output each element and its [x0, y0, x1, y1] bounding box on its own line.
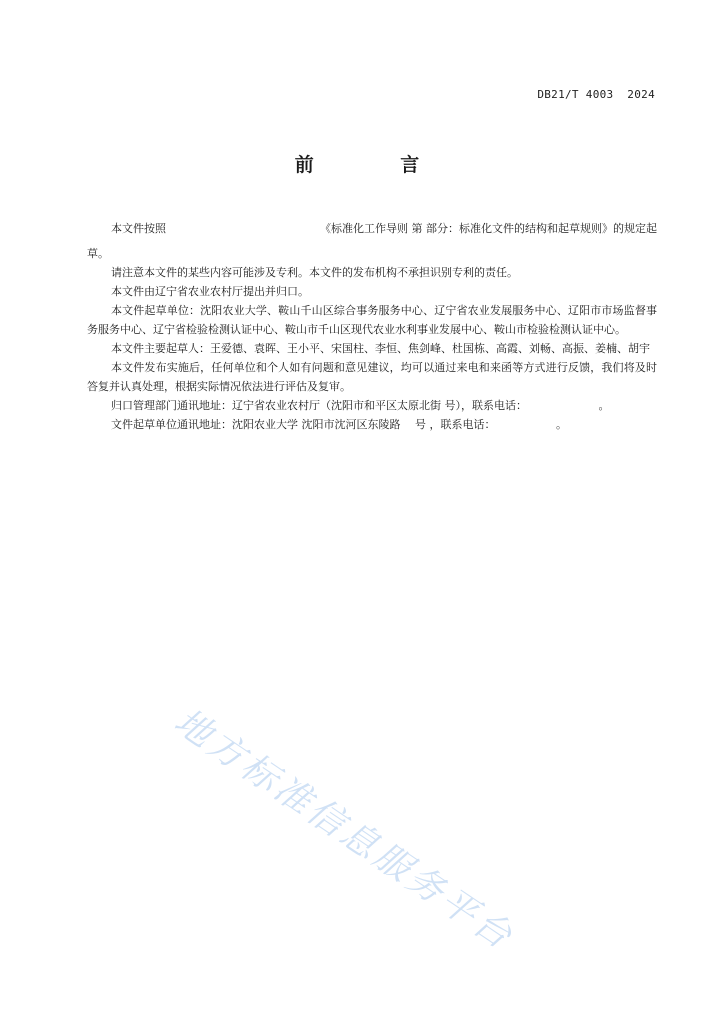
- page-title: 前 言: [294, 154, 460, 176]
- document-code: DB21/T 4003 2024: [537, 88, 655, 101]
- paragraph-1-start: 本文件按照: [111, 222, 166, 235]
- paragraph-drafter-address: 文件起草单位通讯地址：沈阳农业大学 沈阳市沈河区东陵路 号 ，联系电话： 。: [111, 418, 567, 431]
- paragraph-drafting-units: 本文件起草单位：沈阳农业大学、鞍山千山区综合事务服务中心、辽宁省农业发展服务中心、辽阳市市场监督事务服务中心、辽宁省检验检测认证中心、鞍山市千山区现代农业水利事业发展中心、鞍山市检验检测认证中心。: [87, 304, 657, 336]
- paragraph-patent-notice: 请注意本文件的某些内容可能涉及专利。本文件的发布机构不承担识别专利的责任。: [111, 266, 518, 279]
- paragraph-feedback: 本文件发布实施后，任何单位和个人如有问题和意见建议，均可以通过来电和来函等方式进行反馈，我们将及时答复并认真处理，根据实际情况依法进行评估及复审。: [87, 361, 657, 393]
- paragraph-1-rest: 《标准化工作导则 第 部分：标准化文件的结构和起草规则》的规定起: [320, 222, 657, 235]
- watermark: 地方标准信息服务平台: [166, 700, 522, 959]
- paragraph-drafters: 本文件主要起草人：王爱德、袁晖、王小平、宋国柱、李恒、焦剑峰、杜国栋、高霞、刘畅、高振、姜楠、胡宇: [111, 342, 650, 355]
- paragraph-standard-basis: [87, 219, 657, 263]
- paragraph-1-end: 草。: [87, 247, 109, 260]
- paragraph-admin-address: 归口管理部门通讯地址：辽宁省农业农村厅（沈阳市和平区太原北街 号），联系电话： 。: [111, 399, 610, 412]
- foreword-body: [87, 219, 657, 434]
- paragraph-proposer: 本文件由辽宁省农业农村厅提出并归口。: [111, 285, 309, 298]
